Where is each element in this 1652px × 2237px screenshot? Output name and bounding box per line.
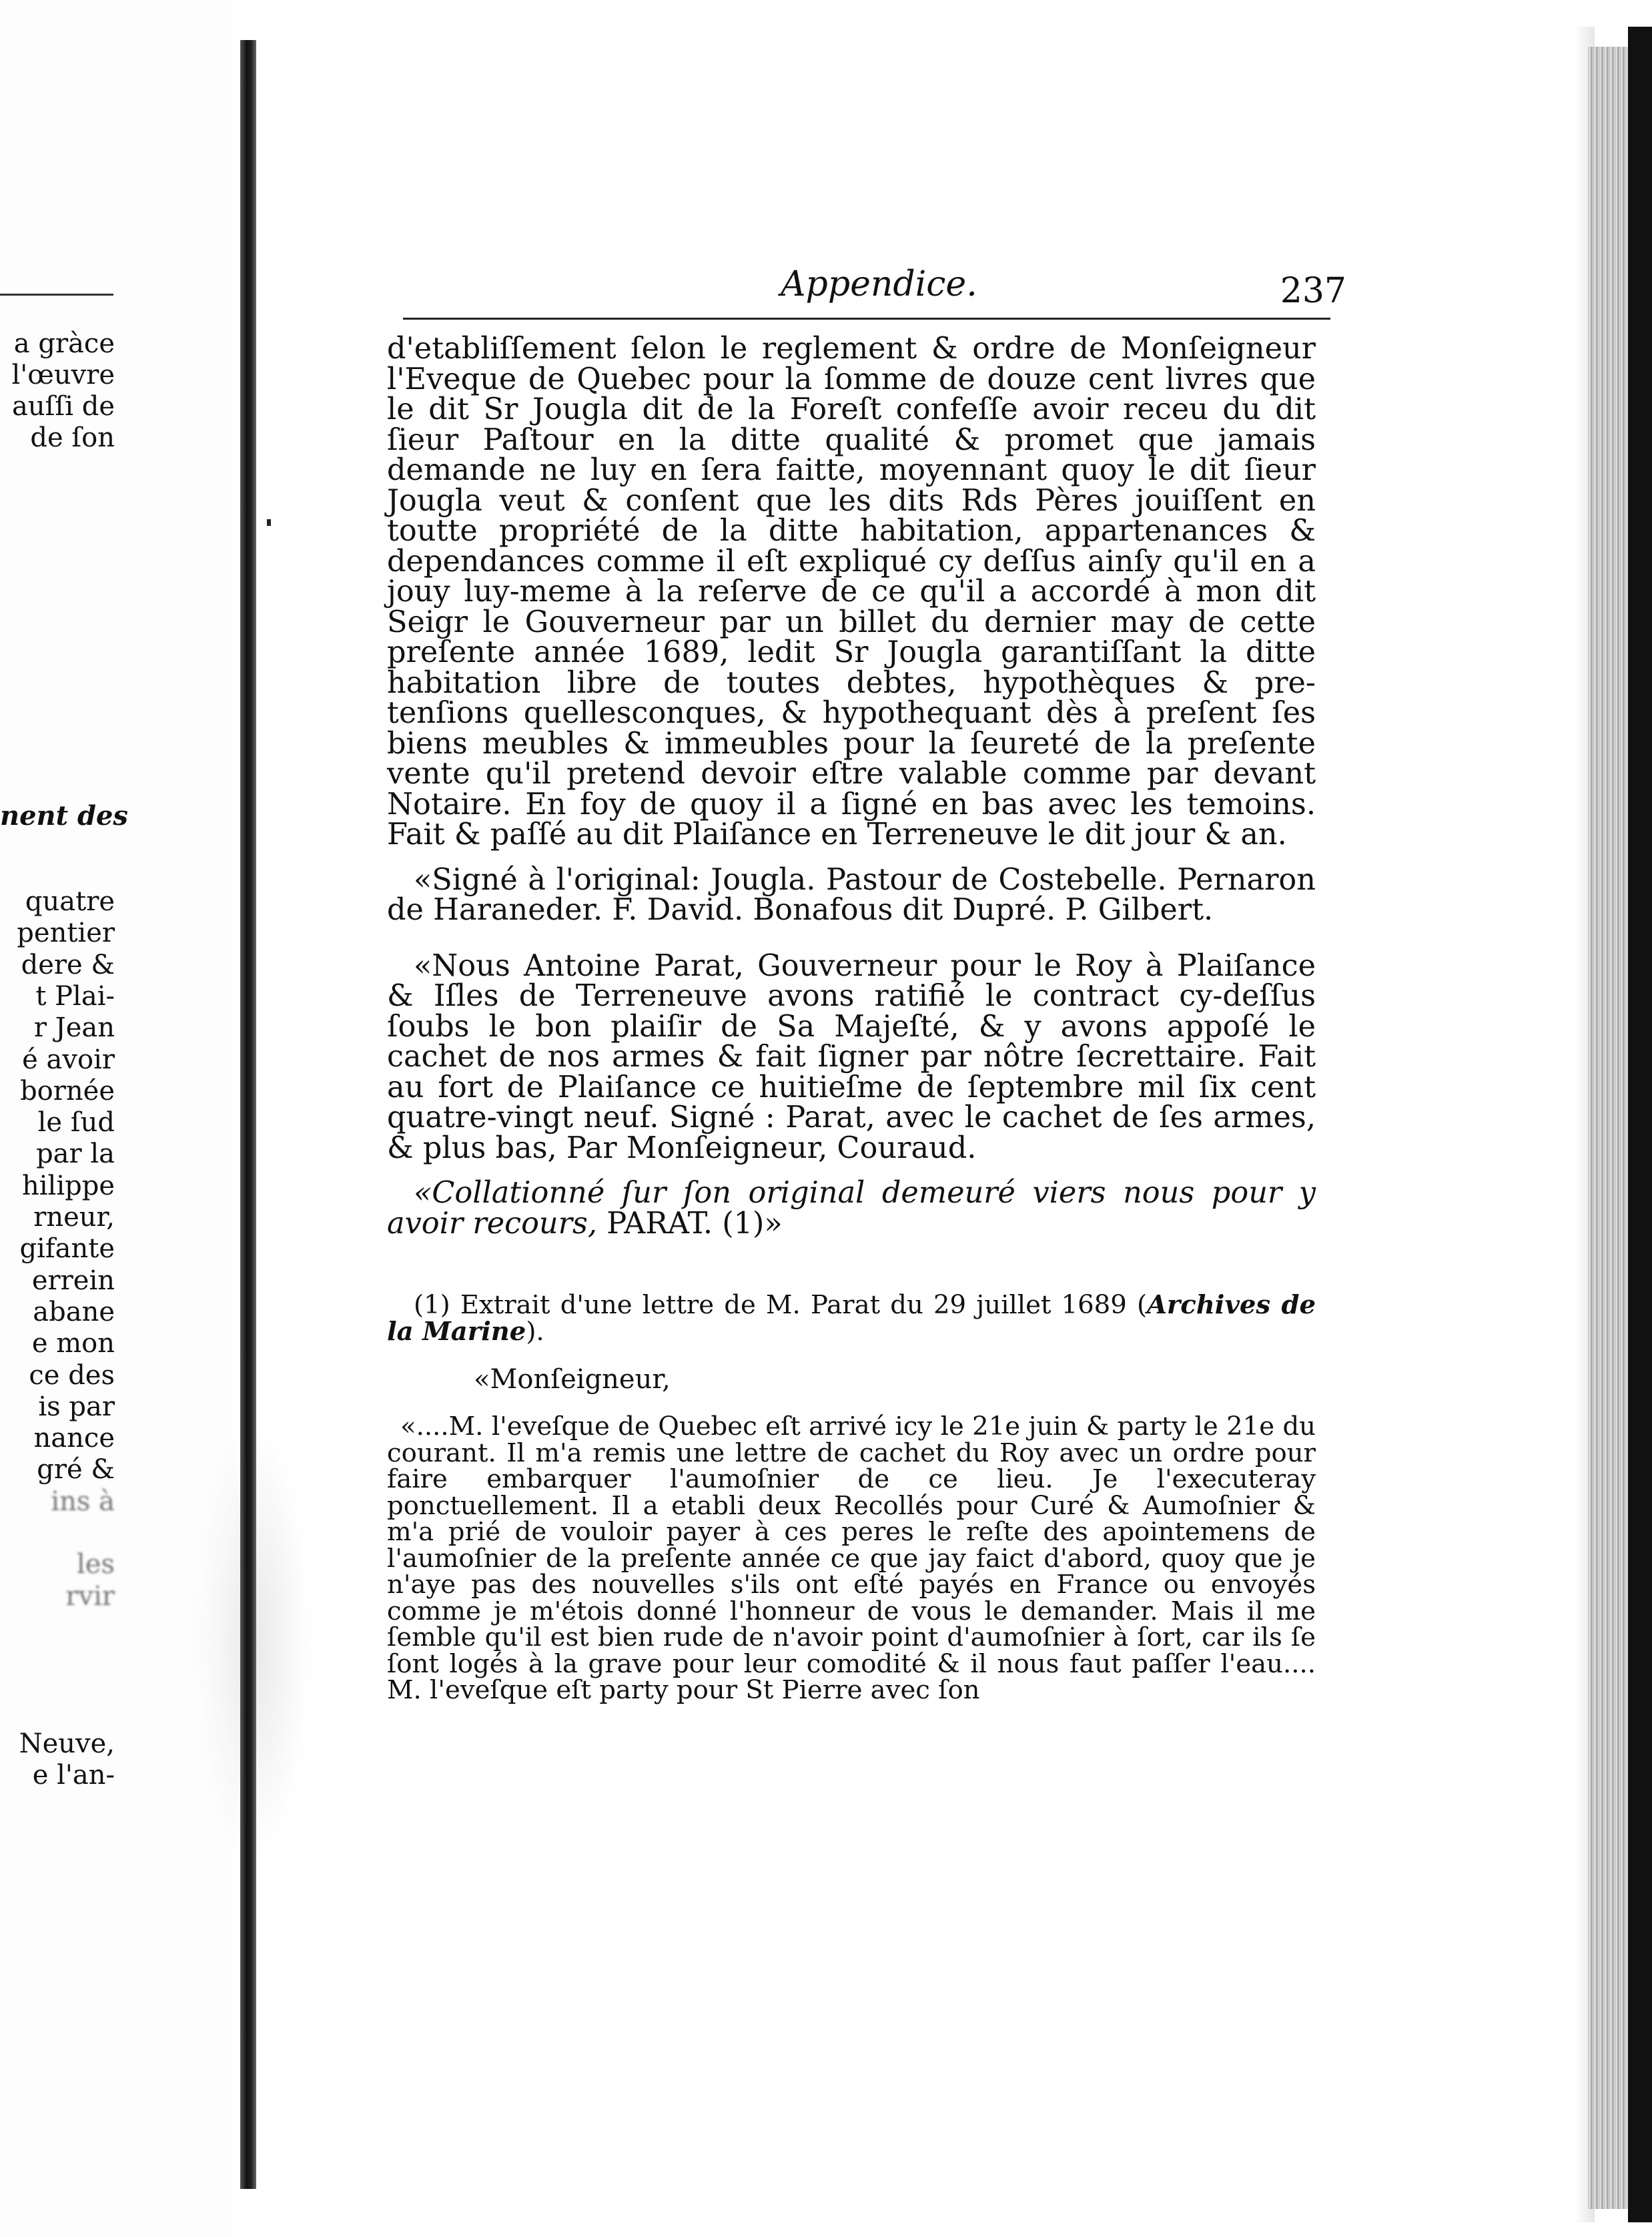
left-page-line: t Plai- — [35, 980, 115, 1012]
running-head — [360, 254, 1346, 314]
footnote-source: Archives de la Marine — [387, 1290, 1316, 1347]
letter-salutation: «Monſeigneur, — [474, 1364, 671, 1395]
book-gutter — [240, 40, 256, 2189]
letter-body: «....M. l'eveſque de Quebec eſt arrivé icy le 21e juin & party le 21e du courant. Il m'a remis une lettre de cachet du Roy avec un ordre pour faire embarquer l'aumoſnier de ce lieu. Je l'executeray ponctuellement. Il a etabli deux Recollés pour Curé & Aumoſnier & m'a prié de vouloir payer à ces peres le reſte des apointemens de l'aumoſnier de la preſente année ce que jay faict d'abord, quoy que je n'aye pas des nouvelles s'ils ont eſté payés en France ou envoyés comme je m'étois donné l'honneur de vous le demander. Mais il me ſemble qu'il est bien rude de n'avoir point d'aumoſnier à ſort, car ils ſe ſont logés à la grave pour leur comodité & il nous faut paſſer l'eau.... M. l'eveſque eſt party pour St Pierre avec ſon — [387, 1411, 1316, 1705]
left-page-line: bornée — [20, 1075, 115, 1106]
left-page-line: l'œuvre — [11, 360, 115, 390]
left-page-line: le ſud — [37, 1107, 115, 1139]
left-page-line: dere & — [21, 949, 115, 980]
left-page-line: gré & — [37, 1454, 115, 1486]
left-page-line: abane — [33, 1296, 115, 1327]
page-edge-shadow — [1628, 27, 1652, 2222]
left-page-line: par la — [36, 1139, 115, 1170]
footnote-lead — [387, 1292, 1316, 1345]
left-page-line: e mon — [31, 1328, 115, 1359]
left-page-line: pentier — [17, 918, 115, 949]
gutter-mark — [267, 519, 271, 526]
left-page-line: rneur, — [33, 1202, 115, 1233]
body-text — [387, 331, 1316, 1705]
left-page-italic-line: nent des — [0, 800, 128, 832]
head-rule — [403, 318, 1330, 320]
left-page-line: é avoir — [22, 1044, 115, 1075]
signatures-paragraph: «Signé à l'original: Jougla. Pastour de Costebelle. Pernaron de Haraneder. F. David. Bonafous dit Dupré. P. Gilbert. — [387, 862, 1316, 927]
left-page-line: Neuve, — [19, 1728, 115, 1759]
running-head-title: Appendice. — [781, 264, 977, 304]
ratification-paragraph: «Nous Antoine Parat, Gouverneur pour le Roy à Plaiſance & Iſles de Terreneuve avons ratifié le contract cy-deſſus ſoubs le bon plaiſir de Sa Majeſté, & y avons appoſé le cachet de nos armes & fait ſigner par nôtre ſecrettaire. Fait au fort de Plaiſance ce huitieſme de ſeptembre mil ſix cent quatre-vingt neuf. Signé : Parat, avec le cachet de ſes armes, & plus bas, Par Monſeigneur, Couraud. — [387, 948, 1316, 1165]
left-page-line: a gràce — [13, 328, 115, 359]
left-page-line: ce des — [29, 1359, 115, 1391]
footnote-end: ). — [526, 1316, 544, 1347]
collation-italic: «Collationné ſur ſon original demeuré viers nous pour y avoir recours, — [387, 1175, 1316, 1241]
left-page-line: de ſon — [30, 422, 115, 453]
left-page-line: is par — [38, 1391, 115, 1422]
left-page-line: e l'an- — [32, 1760, 115, 1791]
left-page-fragment — [0, 0, 234, 2237]
blurred-area — [347, 1802, 420, 1935]
left-page-rule — [0, 294, 113, 296]
footnote-text: (1) Extrait d'une lettre de M. Parat du 29 juillet 1689 ( — [414, 1290, 1147, 1320]
left-page-line: rvir — [65, 1580, 115, 1612]
left-page-line: quatre — [25, 886, 115, 917]
left-page-line: gifante — [19, 1233, 115, 1265]
left-page-line: r Jean — [33, 1012, 115, 1044]
left-page-line: nance — [33, 1423, 115, 1454]
left-page-line: ins à — [51, 1486, 115, 1517]
book-page — [360, 254, 1346, 1705]
collation-signature: PARAT. (1)» — [606, 1205, 783, 1241]
left-page-line: errein — [31, 1265, 115, 1296]
collation-paragraph — [387, 1175, 1316, 1241]
left-page-line: auſſi de — [11, 391, 115, 422]
page-number: 237 — [1280, 271, 1346, 311]
main-paragraph: d'etabliſſement ſelon le reglement & ordre de Monſeigneur l'Eveque de Quebec pour la ſomme de douze cent livres que le dit Sr Jougla dit de la Foreſt confeſſe avoir receu du dit ſieur Paſtour en la ditte qualité & promet que jamais demande ne luy en ſera faitte, moyennant quoy le dit ſieur Jougla veut & conſent que les dits Rds Pères jouiſſent en toutte propriété de la ditte habitation, appartenances & dependances comme il eſt expliqué cy deſſus ainſy qu'il en a jouy luy-meme à la reſerve de ce qu'il a accordé à mon dit Seigr le Gouverneur par un billet du dernier may de cette preſente année 1689, ledit Sr Jougla garantiſſant la ditte habitation libre de toutes debtes, hypothèques & pre- tenſions quellesconques, & hypothequant dès à preſent ſes biens meubles & immeubles pour la ſeureté de la preſente vente qu'il pretend devoir eſtre valable comme par devant Notaire. En foy de quoy il a ſigné en bas avec les temoins. Fait & paſſé au dit Plaiſance en Terreneuve le dit jour & an. — [387, 331, 1316, 852]
left-page-line: les — [77, 1549, 115, 1580]
left-page-line: hilippe — [21, 1170, 115, 1201]
